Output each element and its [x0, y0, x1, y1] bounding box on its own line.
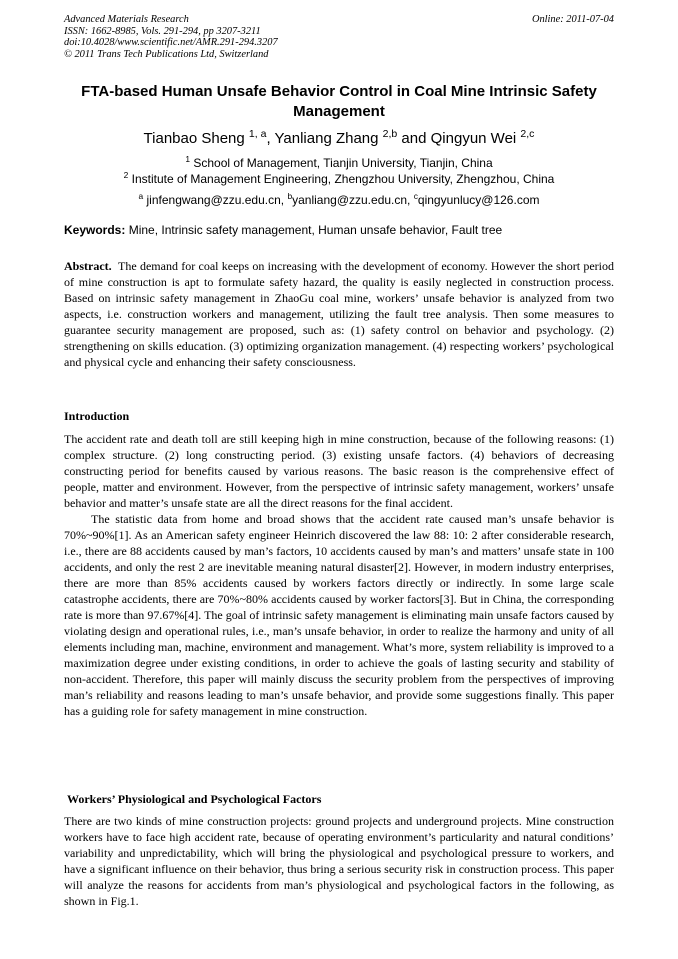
keywords	[64, 222, 614, 238]
affiliation-1: $^1$ School of Management, Tianjin University, Tianjin, China	[185, 154, 493, 170]
copyright-line: © 2011 Trans Tech Publications Ltd, Switzerland	[64, 48, 269, 60]
author: Qingyun Wei $^{2,c}$	[430, 128, 535, 147]
paragraph: The accident rate and death toll are still keeping high in mine construction, because of the following reasons: (1) complex structure. (2) long constructing period. (3) existing unsafe factors. (4) behaviors of decreasing constructing period for benefits caused by various reasons. The basic reason is the comprehensive effect of people, matter and environment. However, from the perspective of intrinsic safety management, workers’ unsafe behavior and matter’s unsafe state are all the direct reasons for the final accident.	[64, 432, 614, 510]
abstract-text: The demand for coal keeps on increasing with the development of economy. However the short period of mine construction is apt to formulate safety hazard, the quality is easily neglected in construction process. Based on intrinsic safety management in ZhaoGu coal mine, workers’ unsafe behavior is analyzed from two aspects, i.e. construction workers and management, utilizing the fault tree analysis. Then some measures to guarantee security management are proposed, such as: (1) safety control on behavior and psychology. (2) strengthening on skills education. (3) optimizing organization management. (4) respecting workers’ psychological and physical cycle and enhancing their safety consciousness.	[64, 259, 614, 369]
author-emails: $^a$ jinfengwang@zzu.edu.cn, $^b$yanliang@zzu.edu.cn, $^c$qingyunlucy@126.com	[138, 191, 540, 207]
keywords-text: Mine, Intrinsic safety management, Human unsafe behavior, Fault tree	[128, 223, 503, 237]
author-list	[64, 129, 614, 149]
journal-name: Advanced Materials Research	[64, 14, 189, 25]
email-link[interactable]: qingyunlucy@126.com	[417, 193, 540, 207]
author: Yanliang Zhang $^{2,b}$ and	[274, 128, 431, 147]
affiliation-2: $^2$ Institute of Management Engineering, Zhengzhou University, Zhengzhou, China	[123, 170, 555, 186]
doi-line: doi:10.4028/www.scientific.net/AMR.291-294.3207	[64, 37, 278, 49]
online-date: Online: 2011-07-04	[531, 14, 614, 25]
section-heading-workers-factors: Workers’ Physiological and Psychological Factors	[67, 792, 322, 806]
issn-line: ISSN: 1662-8985, Vols. 291-294, pp 3207-3211	[64, 25, 261, 37]
abstract	[64, 258, 614, 370]
section-heading-introduction: Introduction	[64, 409, 130, 423]
email-link[interactable]: jinfengwang@zzu.edu.cn,	[146, 193, 288, 207]
journal-header	[64, 14, 614, 60]
introduction-body	[64, 431, 614, 719]
paper-title: FTA-based Human Unsafe Behavior Control in Coal Mine Intrinsic Safety Management	[81, 83, 597, 120]
keywords-label: Keywords:	[64, 223, 126, 237]
email-link[interactable]: yanliang@zzu.edu.cn,	[292, 193, 414, 207]
abstract-label: Abstract.	[64, 259, 112, 273]
author: Tianbao Sheng $^{1, a}$,	[143, 128, 275, 147]
paragraph: The statistic data from home and broad shows that the accident rate caused man’s unsafe behavior is 70%~90%[1]. As an American safety engineer Heinrich discovered the law 88: 10: 2 after considerable research, i.e., there are 88 accidents caused by man’s factors, 10 accidents caused by man’s and matters’ unsafe state in 100 accidents, and only the rest 2 are inevitable meaning natural disaster[2]. However, in modern industry enterprises, there are more than 85% accidents caused by workers factors directly or indirectly. In some large scale catastrophe accidents, there are 70%~80% accidents caused by worker factors[3]. But in China, the corresponding rate is more than 97.67%[4]. The goal of intrinsic safety management is eliminating main unsafe factors caused by violating design and operational rules, i.e., man’s unsafe behavior, in order to realize the harmony and unity of all elements including man, machine, environment and management. What’s more, system reliability is improved to a maximization degree under existing conditions, in order to achieve the goals of lasting security and stability of non-accident. Therefore, this paper will mainly discuss the security problem from the perspectives of improving man’s reliability and reasons leading to man’s unsafe behavior, and provide some suggestions finally. This paper has a guiding role for safety management in mine construction.	[64, 512, 614, 718]
paragraph: There are two kinds of mine construction projects: ground projects and underground projects. Mine construction workers have to face high accident rate, because of operating environment’s particularity and natural conditions’ variability and unpredictability, which will bring the physiological and psychological pressure to workers, and have a significant influence on their behavior, thus bring a serious security risk in construction process. This paper will analyze the reasons for accidents from man’s physiological and psychological factors in the following, as shown in Fig.1.	[64, 814, 614, 908]
